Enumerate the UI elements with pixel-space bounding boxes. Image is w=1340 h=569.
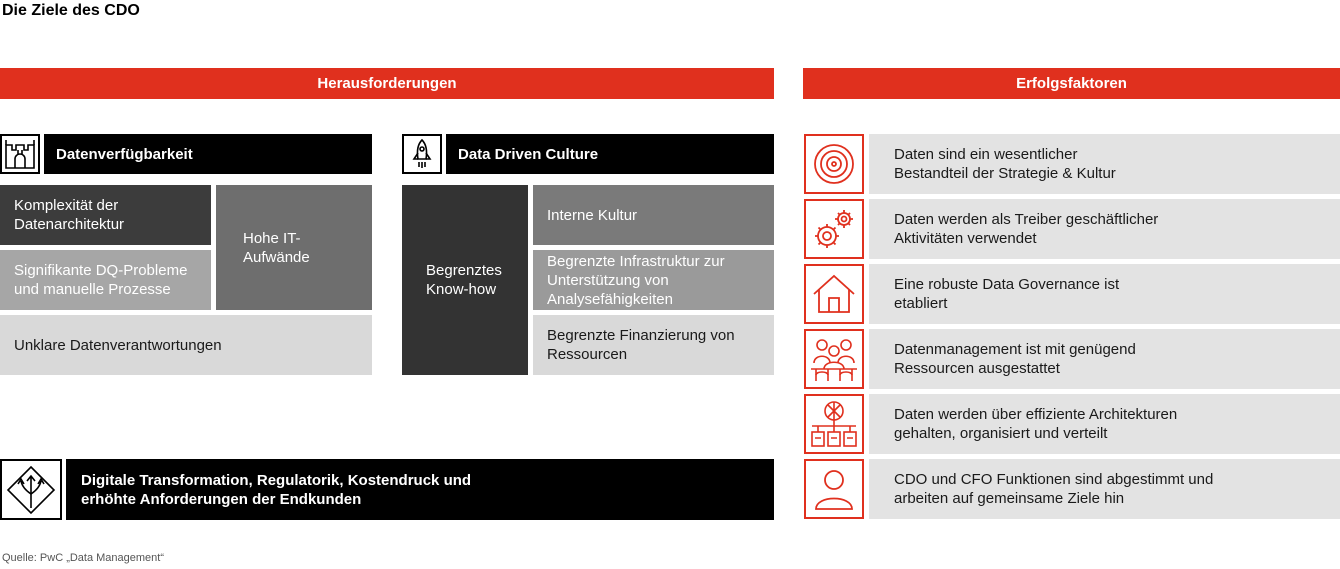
factor-icon-box-4 xyxy=(804,329,864,389)
gears-icon xyxy=(810,205,858,253)
success-banner: Erfolgsfaktoren xyxy=(803,68,1340,99)
rocket-icon xyxy=(405,137,439,171)
drivers-box xyxy=(66,459,774,520)
factor-icon-box-5 xyxy=(804,394,864,454)
responsibilities-box xyxy=(0,315,372,375)
factor-icon-box-6 xyxy=(804,459,864,519)
knowhow-text: Begrenztes Know-how xyxy=(426,262,502,298)
factor-icon-box-3 xyxy=(804,264,864,324)
architecture-icon xyxy=(808,398,860,450)
infrastructure-box xyxy=(533,250,774,310)
team-icon xyxy=(808,333,860,385)
responsibilities-text: Unklare Datenverantwortungen xyxy=(14,336,222,354)
dq-problems-box xyxy=(0,250,211,310)
house-icon xyxy=(810,270,858,318)
dq-problems-text: Signifikante DQ-Probleme und manuelle Prozesse xyxy=(14,262,188,298)
drivers-icon-box xyxy=(0,459,62,520)
complexity-box xyxy=(0,185,211,245)
challenges-banner: Herausforderungen xyxy=(0,68,774,99)
factor-2 xyxy=(869,199,1340,259)
factor-6 xyxy=(869,459,1340,519)
availability-header: Datenverfügbarkeit xyxy=(44,134,372,174)
page-title: Die Ziele des CDO xyxy=(2,2,140,19)
factor-5-text: Daten werden über effiziente Architekturen gehalten, organisiert und verteilt xyxy=(894,405,1178,442)
internal-culture-text: Interne Kultur xyxy=(547,206,638,224)
infrastructure-text: Begrenzte Infrastruktur zur Unterstützung von Analysefähigkeiten xyxy=(547,252,725,308)
factor-2-text: Daten werden als Treiber geschäftlicher Aktivitäten verwendet xyxy=(894,210,1159,247)
complexity-text: Komplexität der Datenarchitektur xyxy=(14,197,125,233)
person-icon xyxy=(810,465,858,513)
factor-1-text: Daten sind ein wesentlicher Bestandteil der Strategie & Kultur xyxy=(894,145,1116,182)
target-icon xyxy=(812,142,856,186)
culture-header: Data Driven Culture xyxy=(446,134,774,174)
directions-icon xyxy=(5,464,57,516)
it-costs-text: Hohe IT-Aufwände xyxy=(243,229,310,266)
source-note: Quelle: PwC „Data Management“ xyxy=(2,552,165,564)
financing-box xyxy=(533,315,774,375)
drivers-text: Digitale Transformation, Regulatorik, Kostendruck und erhöhte Anforderungen der Endkunden xyxy=(81,471,472,508)
factor-6-text: CDO und CFO Funktionen sind abgestimmt und arbeiten auf gemeinsame Ziele hin xyxy=(894,470,1214,507)
building-icon xyxy=(3,137,37,171)
factor-icon-box-1 xyxy=(804,134,864,194)
availability-icon-box xyxy=(0,134,40,174)
factor-4 xyxy=(869,329,1340,389)
it-costs-box xyxy=(216,185,372,310)
factor-3-text: Eine robuste Data Governance ist etabliert xyxy=(894,275,1120,312)
factor-1 xyxy=(869,134,1340,194)
financing-text: Begrenzte Finanzierung von Ressourcen xyxy=(547,327,735,363)
factor-5 xyxy=(869,394,1340,454)
internal-culture-box xyxy=(533,185,774,245)
factor-icon-box-2 xyxy=(804,199,864,259)
factor-4-text: Datenmanagement ist mit genügend Ressourcen ausgestattet xyxy=(894,340,1136,377)
factor-3 xyxy=(869,264,1340,324)
knowhow-box xyxy=(402,185,528,375)
culture-icon-box xyxy=(402,134,442,174)
